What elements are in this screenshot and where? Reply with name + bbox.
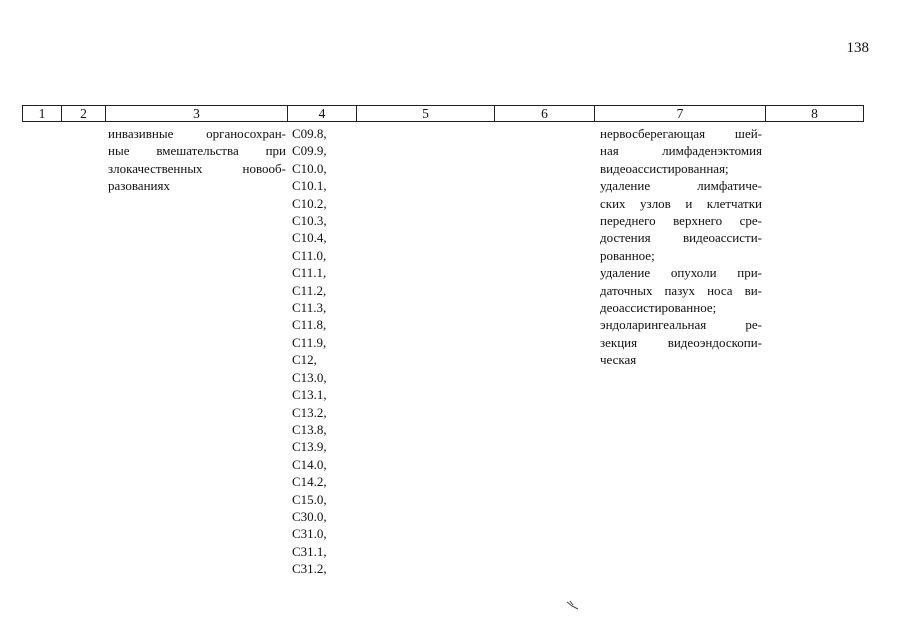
header-cell-6: 6 — [495, 106, 595, 121]
header-cell-5: 5 — [357, 106, 495, 121]
diagnosis-code: C10.0, — [292, 160, 327, 176]
diagnosis-code: C10.2, — [292, 195, 327, 211]
diagnosis-code: C11.2, — [292, 282, 327, 298]
header-cell-8: 8 — [811, 106, 818, 121]
treatment-name-cell — [108, 125, 286, 195]
text-line: ческая — [600, 352, 637, 368]
diagnosis-code: C12, — [292, 352, 317, 368]
diagnosis-code: C31.1, — [292, 543, 327, 559]
diagnosis-codes-cell — [292, 125, 352, 578]
text-line: нервосберегающая шей- — [600, 126, 762, 141]
text-line: ные вмешательства при — [108, 143, 286, 159]
text-line: зекция видеоэндоскопи- — [600, 334, 762, 350]
header-cell-2: 2 — [62, 106, 106, 121]
diagnosis-code: C11.0, — [292, 247, 327, 263]
text-line: деоассистированное; — [600, 300, 717, 316]
diagnosis-code: C10.3, — [292, 213, 327, 229]
text-line: злокачественных новооб- — [108, 160, 286, 176]
diagnosis-code: C31.2, — [292, 561, 327, 577]
header-cell-3: 3 — [106, 106, 288, 121]
diagnosis-code: C13.9, — [292, 439, 327, 455]
diagnosis-code: C13.8, — [292, 421, 327, 437]
diagnosis-code: C11.9, — [292, 334, 327, 350]
text-line: видеоассистированная; — [600, 160, 729, 176]
diagnosis-code: C11.8, — [292, 317, 327, 333]
table-header-row — [22, 105, 864, 122]
text-line: удаление опухоли при- — [600, 265, 762, 281]
text-line: эндоларингеальная ре- — [600, 317, 762, 333]
text-line: переднего верхнего сре- — [600, 213, 762, 229]
header-cell-1: 1 — [23, 106, 62, 121]
text-line: ная лимфаденэктомия — [600, 143, 762, 159]
diagnosis-code: C31.0, — [292, 526, 327, 542]
text-line: разованиях — [108, 178, 170, 194]
procedures-cell — [600, 125, 762, 369]
diagnosis-code: C30.0, — [292, 508, 327, 524]
diagnosis-code: C11.1, — [292, 265, 327, 281]
diagnosis-code: C11.3, — [292, 300, 327, 316]
header-cell-7: 7 — [595, 106, 766, 121]
diagnosis-code: C10.1, — [292, 178, 327, 194]
diagnosis-code: C15.0, — [292, 491, 327, 507]
text-line: удаление лимфатиче- — [600, 178, 762, 194]
text-line: достения видеоассисти- — [600, 230, 762, 246]
header-cell-4: 4 — [288, 106, 357, 121]
diagnosis-code: C10.4, — [292, 230, 327, 246]
diagnosis-code: C09.8, — [292, 126, 327, 141]
diagnosis-code: C13.0, — [292, 369, 327, 385]
text-line: даточных пазух носа ви- — [600, 282, 762, 298]
scan-artifact-mark — [566, 600, 580, 610]
text-line: ских узлов и клетчатки — [600, 195, 762, 211]
diagnosis-code: C13.2, — [292, 404, 327, 420]
diagnosis-code: C13.1, — [292, 387, 327, 403]
diagnosis-code: C09.9, — [292, 143, 327, 159]
page-number: 138 — [846, 40, 869, 56]
text-line: инвазивные органосохран- — [108, 126, 286, 141]
diagnosis-code: C14.2, — [292, 474, 327, 490]
diagnosis-code: C14.0, — [292, 456, 327, 472]
text-line: рованное; — [600, 247, 655, 263]
